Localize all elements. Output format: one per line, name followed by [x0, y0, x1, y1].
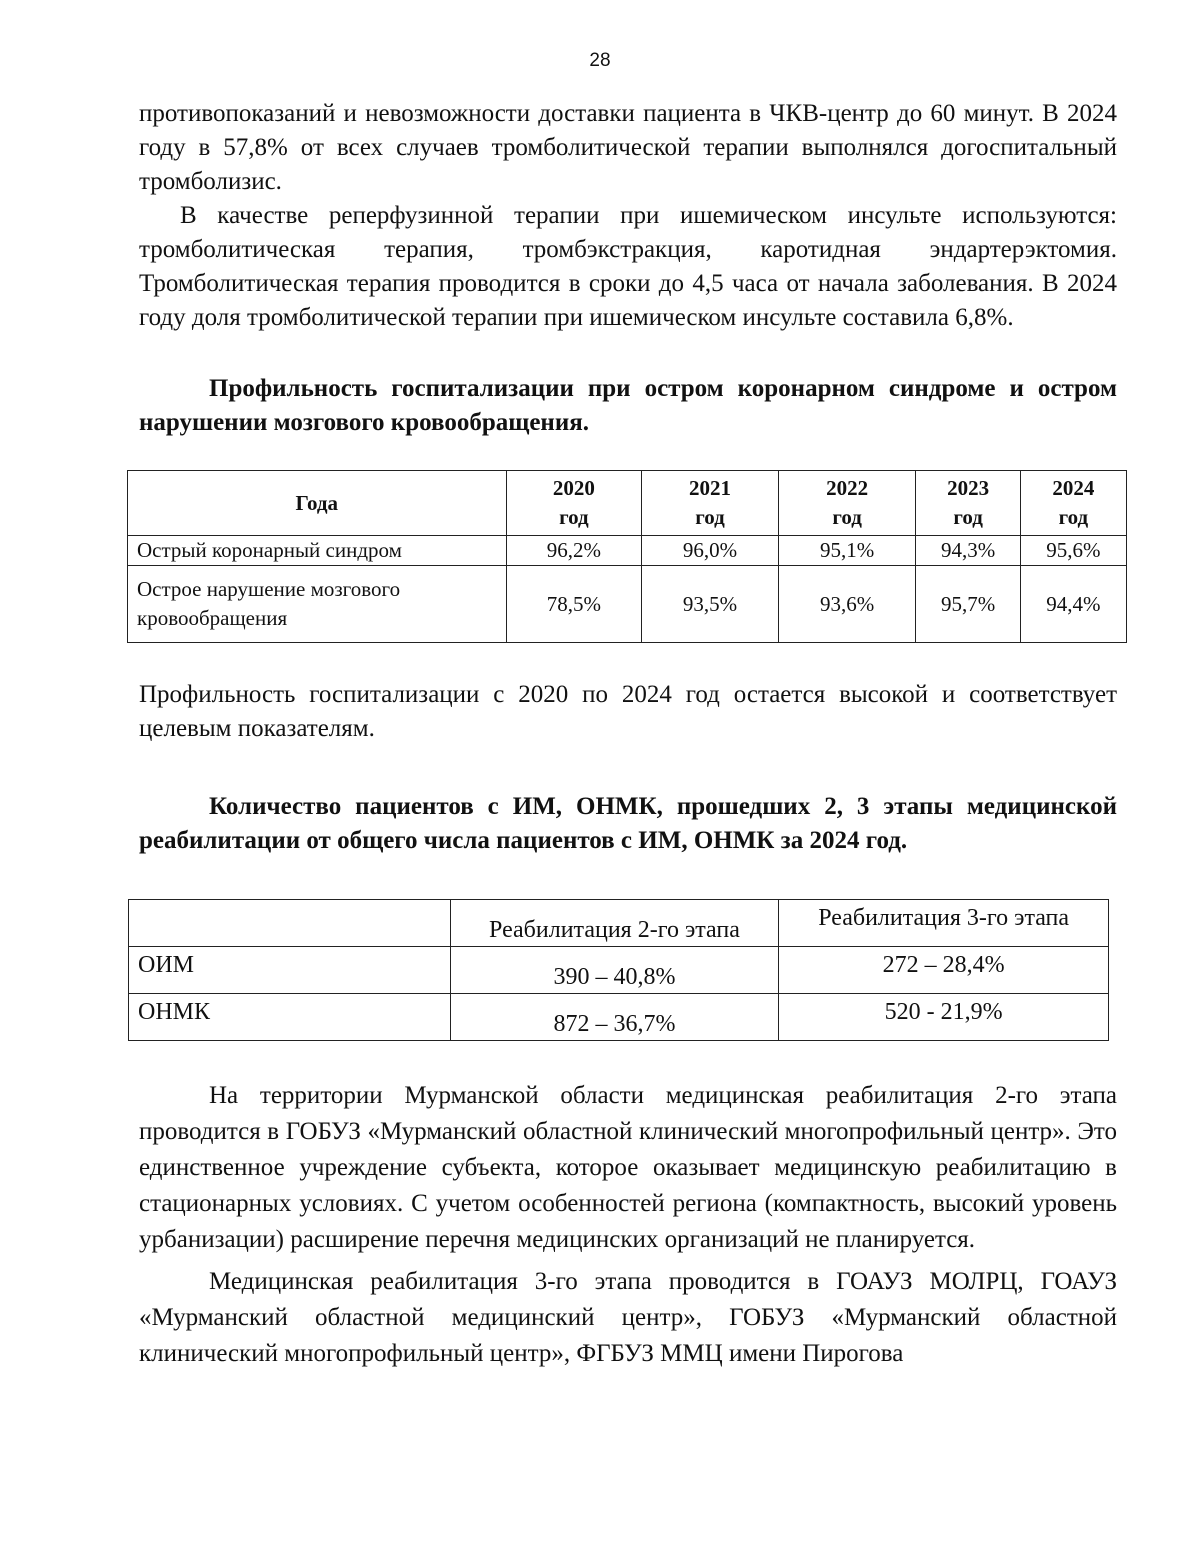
table-cell: 95,1%	[778, 536, 916, 566]
heading-rehabilitation-count: Количество пациентов с ИМ, ОНМК, прошедших 2, 3 этапы медицинской реабилитации от общего числа пациентов с ИМ, ОНМК за 2024 год.	[139, 793, 1117, 854]
paragraph-profile-conclusion: Профильность госпитализации с 2020 по 2024 год остается высокой и соответствует целевым показателям.	[139, 681, 1117, 742]
row-label: ОНМК	[129, 994, 451, 1041]
table-cell: 96,2%	[506, 536, 642, 566]
table-header-row	[128, 471, 1127, 536]
table-header-row	[129, 900, 1109, 947]
table-row	[129, 994, 1109, 1041]
table-row	[128, 536, 1127, 566]
table-corner-header: Года	[128, 471, 507, 536]
table-cell: 390 – 40,8%	[450, 947, 779, 994]
table-cell: 96,0%	[642, 536, 779, 566]
row-label: Острый коронарный синдром	[128, 536, 507, 566]
table-corner-header	[129, 900, 451, 947]
year-header: 2024 год	[1020, 471, 1126, 536]
row-label: Острое нарушение мозгового кровообращения	[128, 566, 507, 643]
table-cell: 93,6%	[778, 566, 916, 643]
table-row	[129, 947, 1109, 994]
year-header: 2022 год	[778, 471, 916, 536]
table-cell: 94,4%	[1020, 566, 1126, 643]
table-cell: 93,5%	[642, 566, 779, 643]
column-header-stage-2: Реабилитация 2-го этапа	[450, 900, 779, 947]
paragraph-reperfusion-therapy: В качестве реперфузинной терапии при ишемическом инсульте используются: тромболитическая терапия, тромбэкстракция, каротидная эндартерэктомия. Тромболитическая терапия проводится в сроки до 4,5 часа от начала заболевания. В 2024 году доля тромболитической терапии при ишемическом инсульте составила 6,8%.	[139, 202, 1117, 331]
year-header: 2023 год	[916, 471, 1020, 536]
rehabilitation-table	[128, 899, 1109, 1041]
paragraph-thrombolysis-prehospital: противопоказаний и невозможности доставки пациента в ЧКВ-центр до 60 минут. В 2024 году в 57,8% от всех случаев тромболитической терапии выполнялся догоспитальный тромболизис.	[139, 100, 1117, 195]
year-header: 2021 год	[642, 471, 779, 536]
column-header-stage-3: Реабилитация 3-го этапа	[779, 900, 1109, 947]
paragraph-stage-2-rehabilitation: На территории Мурманской области медицинская реабилитация 2-го этапа проводится в ГОБУЗ «Мурманский областной клинический многопрофильный центр». Это единственное учреждение субъекта, которое оказывает медицинскую реабилитацию в стационарных условиях. С учетом особенностей региона (компактность, высокий уровень урбанизации) расширение перечня медицинских организаций не планируется.	[139, 1082, 1117, 1253]
year-header: 2020 год	[506, 471, 642, 536]
row-label: ОИМ	[129, 947, 451, 994]
paragraph-stage-3-rehabilitation: Медицинская реабилитация 3-го этапа проводится в ГОАУЗ МОЛРЦ, ГОАУЗ «Мурманский областной медицинский центр», ГОБУЗ «Мурманский областной клинический многопрофильный центр», ФГБУЗ ММЦ имени Пирогова	[139, 1268, 1117, 1367]
table-cell: 520 - 21,9%	[779, 994, 1109, 1041]
hospitalization-profile-table	[127, 470, 1127, 643]
table-cell: 95,6%	[1020, 536, 1126, 566]
heading-hospitalization-profile: Профильность госпитализации при остром коронарном синдроме и остром нарушении мозгового кровообращения.	[139, 375, 1117, 436]
table-cell: 94,3%	[916, 536, 1020, 566]
table-row	[128, 566, 1127, 643]
document-body	[139, 97, 1117, 1372]
table-cell: 78,5%	[506, 566, 642, 643]
page-number: 28	[589, 50, 611, 71]
table-cell: 272 – 28,4%	[779, 947, 1109, 994]
table-cell: 95,7%	[916, 566, 1020, 643]
table-cell: 872 – 36,7%	[450, 994, 779, 1041]
